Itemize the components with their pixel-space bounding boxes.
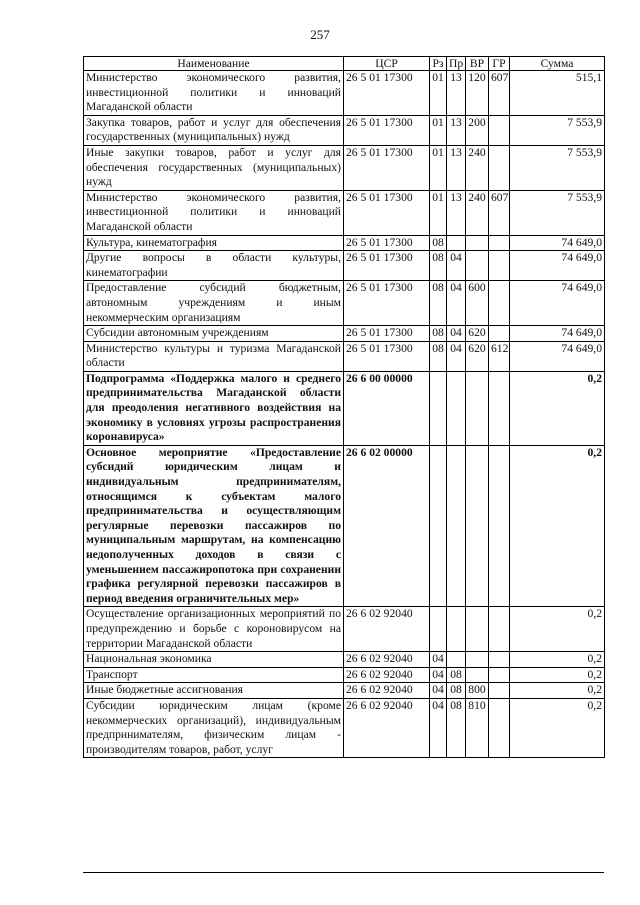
cell-csr: 26 6 00 00000 [344, 371, 430, 445]
budget-table [83, 56, 605, 758]
cell-sum: 0,2 [510, 607, 605, 652]
cell-csr: 26 5 01 17300 [344, 145, 430, 190]
bottom-divider [83, 872, 604, 873]
cell-vr [466, 607, 489, 652]
cell-sum: 0,2 [510, 652, 605, 668]
table-row [84, 698, 605, 757]
cell-pr: 04 [447, 251, 466, 281]
table-row [84, 652, 605, 668]
cell-csr: 26 6 02 92040 [344, 667, 430, 683]
cell-gr: 607 [489, 71, 510, 116]
cell-vr [466, 235, 489, 251]
table-row [84, 341, 605, 371]
cell-vr: 800 [466, 683, 489, 699]
table-row [84, 251, 605, 281]
cell-rz: 08 [430, 235, 447, 251]
table-row [84, 607, 605, 652]
cell-vr: 240 [466, 145, 489, 190]
cell-rz: 04 [430, 698, 447, 757]
cell-sum: 0,2 [510, 667, 605, 683]
cell-rz [430, 445, 447, 607]
cell-name: Осуществление организационных мероприятий по предупреждению и борьбе с короновирусом на территории Магаданской области [84, 607, 344, 652]
cell-gr [489, 445, 510, 607]
cell-gr [489, 667, 510, 683]
cell-sum: 0,2 [510, 371, 605, 445]
cell-csr: 26 5 01 17300 [344, 190, 430, 235]
cell-gr [489, 281, 510, 326]
cell-pr [447, 607, 466, 652]
table-row [84, 326, 605, 342]
cell-name: Министерство культуры и туризма Магаданской области [84, 341, 344, 371]
header-pr: Пр [447, 57, 466, 71]
cell-vr [466, 445, 489, 607]
cell-sum: 74 649,0 [510, 281, 605, 326]
cell-rz: 08 [430, 341, 447, 371]
cell-name: Предоставление субсидий бюджетным, автономным учреждениям и иным некоммерческим организациям [84, 281, 344, 326]
header-gr: ГР [489, 57, 510, 71]
cell-gr [489, 683, 510, 699]
cell-name: Национальная экономика [84, 652, 344, 668]
cell-gr: 607 [489, 190, 510, 235]
cell-pr: 13 [447, 71, 466, 116]
cell-sum: 74 649,0 [510, 235, 605, 251]
cell-pr: 13 [447, 190, 466, 235]
cell-name: Иные бюджетные ассигнования [84, 683, 344, 699]
table-row [84, 683, 605, 699]
cell-gr: 612 [489, 341, 510, 371]
cell-vr [466, 652, 489, 668]
table-row [84, 667, 605, 683]
cell-pr: 13 [447, 115, 466, 145]
cell-csr: 26 6 02 92040 [344, 607, 430, 652]
cell-sum: 515,1 [510, 71, 605, 116]
cell-pr: 04 [447, 341, 466, 371]
cell-sum: 0,2 [510, 683, 605, 699]
header-vr: ВР [466, 57, 489, 71]
cell-gr [489, 145, 510, 190]
cell-pr: 08 [447, 667, 466, 683]
cell-pr: 04 [447, 326, 466, 342]
cell-gr [489, 607, 510, 652]
cell-rz: 01 [430, 145, 447, 190]
cell-csr: 26 5 01 17300 [344, 115, 430, 145]
cell-name: Культура, кинематография [84, 235, 344, 251]
cell-csr: 26 5 01 17300 [344, 281, 430, 326]
cell-name: Субсидии юридическим лицам (кроме некоммерческих организаций), индивидуальным предпринимателям, физическим лицам - производителям товаров, работ, услуг [84, 698, 344, 757]
cell-gr [489, 251, 510, 281]
cell-gr [489, 115, 510, 145]
cell-rz: 08 [430, 251, 447, 281]
cell-pr: 04 [447, 281, 466, 326]
cell-csr: 26 6 02 92040 [344, 683, 430, 699]
cell-csr: 26 6 02 92040 [344, 698, 430, 757]
cell-rz: 04 [430, 683, 447, 699]
cell-vr [466, 371, 489, 445]
cell-name: Министерство экономического развития, инвестиционной политики и инноваций Магаданской области [84, 190, 344, 235]
table-row [84, 115, 605, 145]
cell-csr: 26 5 01 17300 [344, 71, 430, 116]
cell-pr [447, 371, 466, 445]
cell-pr [447, 445, 466, 607]
cell-gr [489, 371, 510, 445]
cell-vr [466, 251, 489, 281]
cell-csr: 26 5 01 17300 [344, 341, 430, 371]
cell-csr: 26 5 01 17300 [344, 235, 430, 251]
cell-pr [447, 235, 466, 251]
cell-name: Иные закупки товаров, работ и услуг для обеспечения государственных (муниципальных) нужд [84, 145, 344, 190]
cell-vr: 620 [466, 341, 489, 371]
cell-rz: 08 [430, 281, 447, 326]
table-row [84, 145, 605, 190]
cell-name: Другие вопросы в области культуры, кинематографии [84, 251, 344, 281]
header-name: Наименование [84, 57, 344, 71]
cell-rz [430, 607, 447, 652]
cell-csr: 26 5 01 17300 [344, 251, 430, 281]
cell-name: Субсидии автономным учреждениям [84, 326, 344, 342]
table-row [84, 71, 605, 116]
cell-rz: 01 [430, 115, 447, 145]
header-sum: Сумма [510, 57, 605, 71]
cell-sum: 74 649,0 [510, 326, 605, 342]
table-row [84, 190, 605, 235]
cell-rz: 08 [430, 326, 447, 342]
header-csr: ЦСР [344, 57, 430, 71]
cell-vr: 810 [466, 698, 489, 757]
cell-vr: 200 [466, 115, 489, 145]
cell-rz: 04 [430, 652, 447, 668]
cell-sum: 0,2 [510, 698, 605, 757]
header-rz: Рз [430, 57, 447, 71]
page-number: 257 [310, 27, 330, 42]
cell-vr: 620 [466, 326, 489, 342]
cell-name: Закупка товаров, работ и услуг для обеспечения государственных (муниципальных) нужд [84, 115, 344, 145]
cell-pr: 08 [447, 698, 466, 757]
table-row [84, 235, 605, 251]
cell-gr [489, 235, 510, 251]
cell-sum: 7 553,9 [510, 190, 605, 235]
cell-name: Подпрограмма «Поддержка малого и среднего предпринимательства Магаданской области для преодоления негативного воздействия на экономику в условиях угрозы распространения коронавируса» [84, 371, 344, 445]
table-row [84, 281, 605, 326]
cell-name: Транспорт [84, 667, 344, 683]
cell-rz: 01 [430, 71, 447, 116]
header-row [84, 57, 605, 71]
cell-sum: 0,2 [510, 445, 605, 607]
cell-gr [489, 326, 510, 342]
table-row [84, 445, 605, 607]
cell-csr: 26 6 02 00000 [344, 445, 430, 607]
cell-pr: 08 [447, 683, 466, 699]
cell-vr: 240 [466, 190, 489, 235]
cell-sum: 7 553,9 [510, 115, 605, 145]
cell-gr [489, 698, 510, 757]
cell-name: Основное мероприятие «Предоставление субсидий юридическим лицам и индивидуальным предпринимателям, относящимся к субъектам малого предпринимательства и осуществляющим регулярные перевозки пассажиров по муниципальным маршрутам, на компенсацию недополученных доходов в связи с уменьшением пассажиропотока при сохранении графика регулярной перевозки пассажиров в период введения ограничительных мер» [84, 445, 344, 607]
cell-gr [489, 652, 510, 668]
cell-csr: 26 5 01 17300 [344, 326, 430, 342]
cell-rz: 01 [430, 190, 447, 235]
cell-csr: 26 6 02 92040 [344, 652, 430, 668]
table-row [84, 371, 605, 445]
cell-sum: 74 649,0 [510, 341, 605, 371]
cell-vr: 120 [466, 71, 489, 116]
table-body [84, 71, 605, 758]
cell-vr: 600 [466, 281, 489, 326]
cell-sum: 7 553,9 [510, 145, 605, 190]
cell-pr [447, 652, 466, 668]
cell-sum: 74 649,0 [510, 251, 605, 281]
cell-vr [466, 667, 489, 683]
cell-name: Министерство экономического развития, инвестиционной политики и инноваций Магаданской области [84, 71, 344, 116]
cell-rz [430, 371, 447, 445]
cell-rz: 04 [430, 667, 447, 683]
cell-pr: 13 [447, 145, 466, 190]
